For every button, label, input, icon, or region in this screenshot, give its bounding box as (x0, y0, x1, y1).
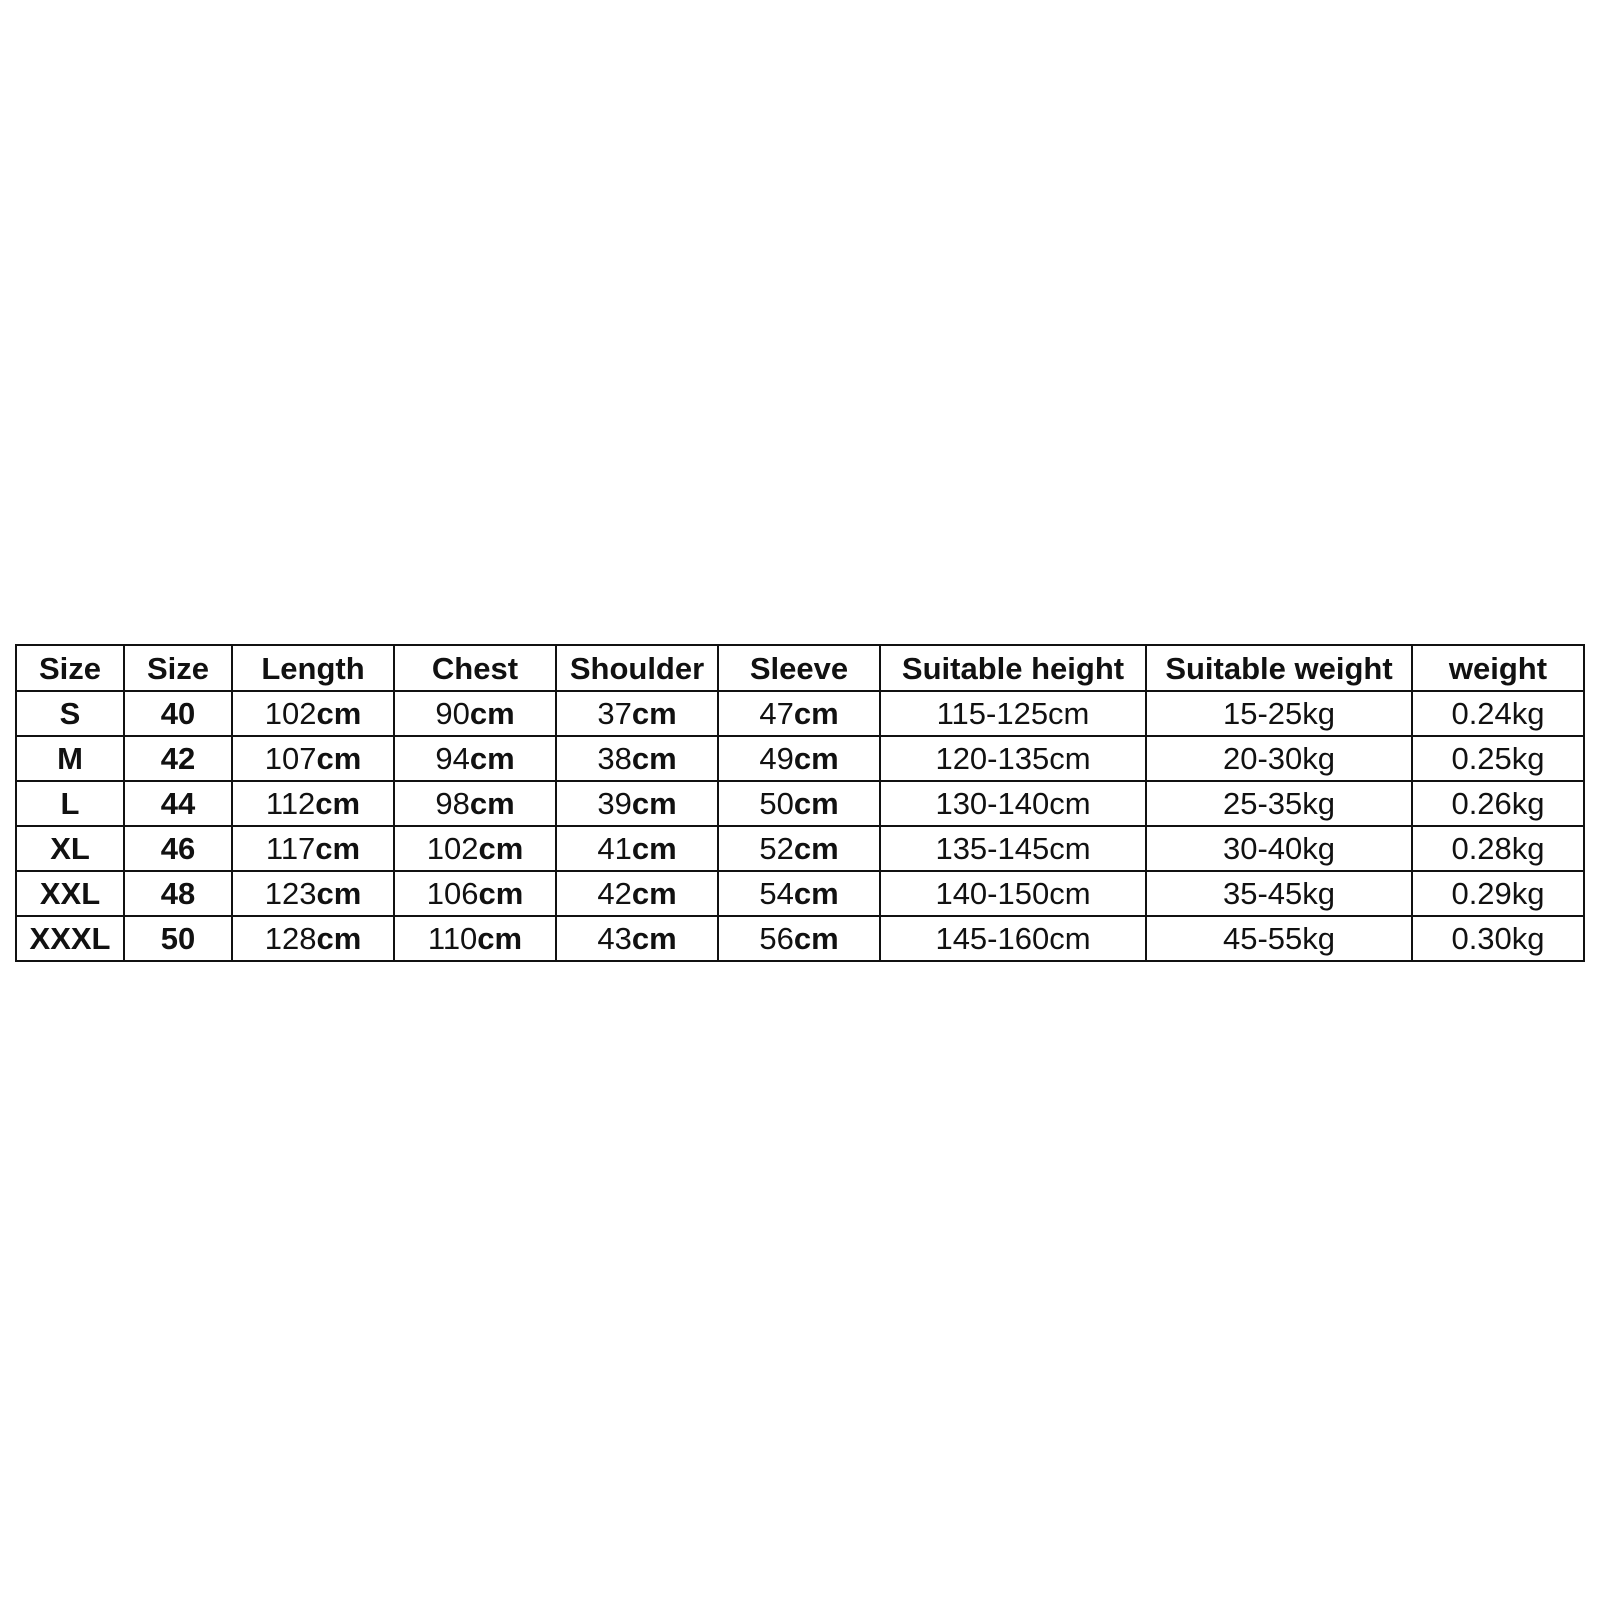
weight-cell: 0.24kg (1412, 691, 1584, 736)
length-cell (232, 916, 394, 961)
unit-label: cm (631, 876, 677, 911)
sleeve-value: 56 (759, 921, 794, 956)
length-value: 107 (264, 741, 317, 776)
sleeve-cell (718, 916, 880, 961)
size-cell: M (16, 736, 124, 781)
unit-label: cm (477, 921, 523, 956)
suitable-height-cell: 135-145cm (880, 826, 1146, 871)
shoulder-value: 43 (597, 921, 632, 956)
unit-label: cm (469, 696, 515, 731)
weight-cell: 0.29kg (1412, 871, 1584, 916)
suitable-height-cell: 120-135cm (880, 736, 1146, 781)
table-row (16, 691, 1584, 736)
weight-cell: 0.25kg (1412, 736, 1584, 781)
chest-value: 102 (426, 831, 479, 866)
length-cell (232, 781, 394, 826)
unit-label: cm (316, 921, 362, 956)
size-number-cell: 44 (124, 781, 232, 826)
length-cell (232, 826, 394, 871)
unit-label: cm (793, 876, 839, 911)
table-row (16, 916, 1584, 961)
suitable-weight-cell: 30-40kg (1146, 826, 1412, 871)
unit-label: cm (793, 921, 839, 956)
table-row (16, 781, 1584, 826)
header-size-number: Size (124, 645, 232, 691)
length-value: 128 (264, 921, 317, 956)
length-value: 117 (265, 831, 316, 866)
table-row (16, 736, 1584, 781)
length-cell (232, 736, 394, 781)
chest-cell (394, 691, 556, 736)
unit-label: cm (793, 696, 839, 731)
chest-value: 98 (435, 786, 470, 821)
length-value: 102 (264, 696, 317, 731)
header-row (16, 645, 1584, 691)
suitable-weight-cell: 15-25kg (1146, 691, 1412, 736)
length-cell (232, 691, 394, 736)
sleeve-cell (718, 871, 880, 916)
suitable-weight-cell: 20-30kg (1146, 736, 1412, 781)
shoulder-value: 41 (597, 831, 632, 866)
shoulder-value: 38 (597, 741, 632, 776)
unit-label: cm (631, 696, 677, 731)
shoulder-cell (556, 916, 718, 961)
header-size: Size (16, 645, 124, 691)
unit-label: cm (631, 921, 677, 956)
size-number-cell: 42 (124, 736, 232, 781)
sleeve-value: 47 (759, 696, 794, 731)
chest-cell (394, 736, 556, 781)
size-number-cell: 48 (124, 871, 232, 916)
weight-cell: 0.28kg (1412, 826, 1584, 871)
header-sleeve: Sleeve (718, 645, 880, 691)
sleeve-cell (718, 781, 880, 826)
length-value: 123 (264, 876, 317, 911)
suitable-weight-cell: 45-55kg (1146, 916, 1412, 961)
sleeve-cell (718, 736, 880, 781)
sleeve-cell (718, 691, 880, 736)
chest-value: 110 (427, 921, 478, 956)
header-shoulder: Shoulder (556, 645, 718, 691)
unit-label: cm (631, 741, 677, 776)
size-cell: XXL (16, 871, 124, 916)
size-number-cell: 40 (124, 691, 232, 736)
shoulder-cell (556, 691, 718, 736)
unit-label: cm (469, 786, 515, 821)
sleeve-value: 50 (759, 786, 794, 821)
size-cell: S (16, 691, 124, 736)
table-row (16, 871, 1584, 916)
unit-label: cm (478, 876, 524, 911)
shoulder-value: 42 (597, 876, 632, 911)
header-weight: weight (1412, 645, 1584, 691)
header-chest: Chest (394, 645, 556, 691)
unit-label: cm (793, 741, 839, 776)
sleeve-value: 49 (759, 741, 794, 776)
size-cell: XXXL (16, 916, 124, 961)
length-value: 112 (265, 786, 316, 821)
unit-label: cm (315, 831, 361, 866)
suitable-height-cell: 140-150cm (880, 871, 1146, 916)
length-cell (232, 871, 394, 916)
unit-label: cm (316, 741, 362, 776)
unit-label: cm (315, 786, 361, 821)
header-length: Length (232, 645, 394, 691)
chest-value: 90 (435, 696, 470, 731)
suitable-height-cell: 130-140cm (880, 781, 1146, 826)
shoulder-cell (556, 781, 718, 826)
size-number-cell: 50 (124, 916, 232, 961)
header-suitable-height: Suitable height (880, 645, 1146, 691)
size-cell: L (16, 781, 124, 826)
shoulder-value: 37 (597, 696, 632, 731)
sleeve-value: 54 (759, 876, 794, 911)
unit-label: cm (631, 786, 677, 821)
suitable-weight-cell: 35-45kg (1146, 871, 1412, 916)
weight-cell: 0.30kg (1412, 916, 1584, 961)
shoulder-value: 39 (597, 786, 632, 821)
unit-label: cm (469, 741, 515, 776)
weight-cell: 0.26kg (1412, 781, 1584, 826)
size-table (15, 644, 1585, 962)
shoulder-cell (556, 871, 718, 916)
size-number-cell: 46 (124, 826, 232, 871)
unit-label: cm (478, 831, 524, 866)
chest-value: 106 (426, 876, 479, 911)
shoulder-cell (556, 826, 718, 871)
sleeve-value: 52 (759, 831, 794, 866)
suitable-weight-cell: 25-35kg (1146, 781, 1412, 826)
unit-label: cm (793, 831, 839, 866)
size-cell: XL (16, 826, 124, 871)
header-suitable-weight: Suitable weight (1146, 645, 1412, 691)
size-chart (15, 644, 1583, 962)
suitable-height-cell: 145-160cm (880, 916, 1146, 961)
chest-cell (394, 781, 556, 826)
unit-label: cm (316, 876, 362, 911)
unit-label: cm (631, 831, 677, 866)
chest-value: 94 (435, 741, 470, 776)
table-row (16, 826, 1584, 871)
sleeve-cell (718, 826, 880, 871)
chest-cell (394, 871, 556, 916)
unit-label: cm (316, 696, 362, 731)
chest-cell (394, 916, 556, 961)
chest-cell (394, 826, 556, 871)
unit-label: cm (793, 786, 839, 821)
shoulder-cell (556, 736, 718, 781)
suitable-height-cell: 115-125cm (880, 691, 1146, 736)
